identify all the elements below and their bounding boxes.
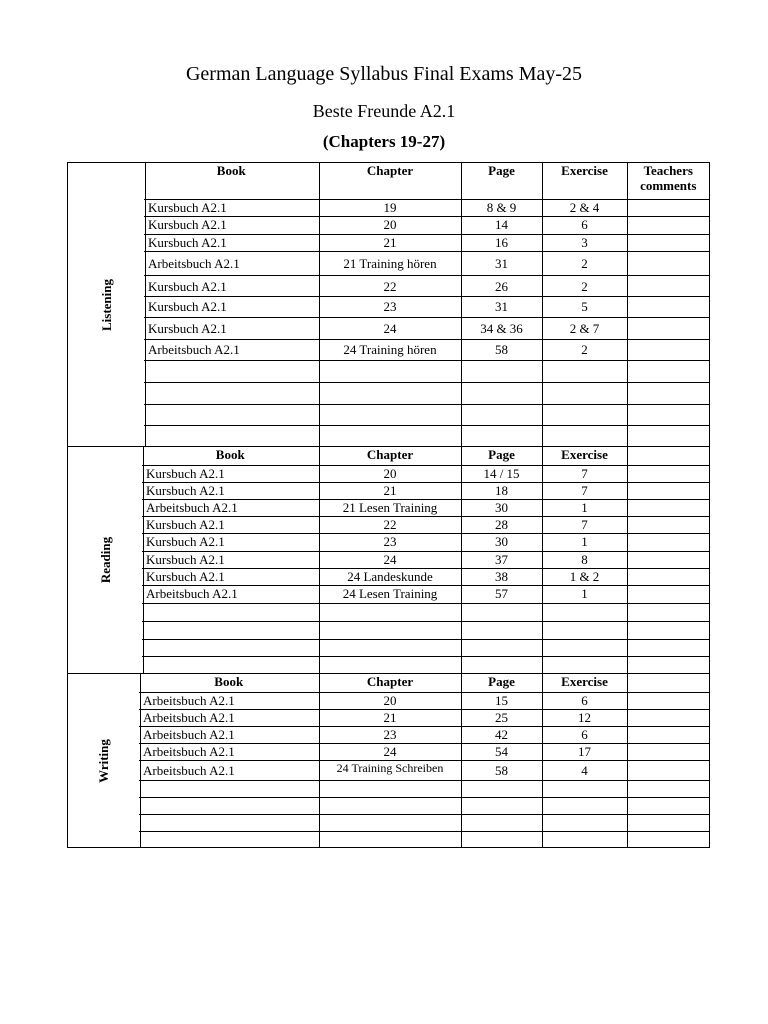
- course-subtitle: Beste Freunde A2.1: [312, 101, 456, 121]
- section-reading: [67, 446, 710, 674]
- table-row-empty: [142, 656, 709, 674]
- col-header-book: Book: [139, 674, 319, 692]
- table-row: Arbeitsbuch A2.1 24 Training Schreiben 58 4: [139, 760, 709, 780]
- table-row: Arbeitsbuch A2.1 21 Training hören 31 2: [144, 252, 709, 276]
- section-listening: [67, 162, 710, 447]
- table-row-empty: [139, 797, 709, 814]
- col-header-page: Page: [461, 447, 542, 465]
- col-header-book: Book: [144, 163, 319, 200]
- chapters-range: (Chapters 19-27): [322, 132, 446, 151]
- table-row-empty: [144, 404, 709, 425]
- table-row-empty: [144, 383, 709, 404]
- table-row-empty: [144, 426, 709, 447]
- table-row: Arbeitsbuch A2.1 20 15 6: [139, 692, 709, 709]
- table-row-empty: [144, 360, 709, 382]
- section-label-reading: Reading: [68, 447, 144, 673]
- col-header-exercise: Exercise: [542, 447, 627, 465]
- col-header-exercise: Exercise: [542, 163, 627, 200]
- table-row: Arbeitsbuch A2.1 21 25 12: [139, 709, 709, 726]
- col-header-chapter: Chapter: [319, 674, 461, 692]
- table-row: Kursbuch A2.1 21 18 7: [142, 482, 709, 499]
- table-row: Kursbuch A2.1 20 14 6: [144, 217, 709, 234]
- table-row: Kursbuch A2.1 23 31 5: [144, 296, 709, 317]
- section-label-writing: Writing: [68, 674, 141, 847]
- table-row: Arbeitsbuch A2.1 23 42 6: [139, 726, 709, 743]
- table-row-empty: [139, 814, 709, 831]
- table-row: Kursbuch A2.1 20 14 / 15 7: [142, 465, 709, 482]
- col-header-book: Book: [142, 447, 319, 465]
- table-row: Kursbuch A2.1 22 26 2: [144, 276, 709, 296]
- table-row-empty: [139, 780, 709, 797]
- table-row: Kursbuch A2.1 22 28 7: [142, 516, 709, 533]
- col-header-chapter: Chapter: [319, 447, 461, 465]
- listening-table: [144, 163, 709, 447]
- table-row: Arbeitsbuch A2.1 24 Training hören 58 2: [144, 339, 709, 360]
- table-row: Arbeitsbuch A2.1 24 Lesen Training 57 1: [142, 585, 709, 603]
- table-row: Arbeitsbuch A2.1 24 54 17: [139, 743, 709, 760]
- section-writing: [67, 673, 710, 848]
- col-header-exercise: Exercise: [542, 674, 627, 692]
- table-row: Kursbuch A2.1 24 34 & 36 2 & 7: [144, 318, 709, 339]
- section-label-listening: Listening: [68, 163, 146, 446]
- table-row: Kursbuch A2.1 24 37 8: [142, 551, 709, 568]
- page-title: German Language Syllabus Final Exams May-25: [185, 63, 583, 85]
- table-row-empty: [139, 831, 709, 848]
- table-row-empty: [142, 621, 709, 639]
- table-row: Kursbuch A2.1 23 30 1: [142, 533, 709, 551]
- table-row: Kursbuch A2.1 21 16 3: [144, 234, 709, 251]
- col-header-chapter: Chapter: [319, 163, 461, 200]
- table-row-empty: [142, 603, 709, 621]
- table-row-empty: [142, 639, 709, 656]
- col-header-page: Page: [461, 674, 542, 692]
- table-row: Kursbuch A2.1 24 Landeskunde 38 1 & 2: [142, 568, 709, 585]
- col-header-teachers-comments: Teachers comments: [627, 163, 709, 200]
- reading-table: [142, 447, 709, 674]
- col-header-page: Page: [461, 163, 542, 200]
- table-row: Arbeitsbuch A2.1 21 Lesen Training 30 1: [142, 499, 709, 516]
- writing-table: [139, 674, 709, 848]
- table-row: Kursbuch A2.1 19 8 & 9 2 & 4: [144, 200, 709, 217]
